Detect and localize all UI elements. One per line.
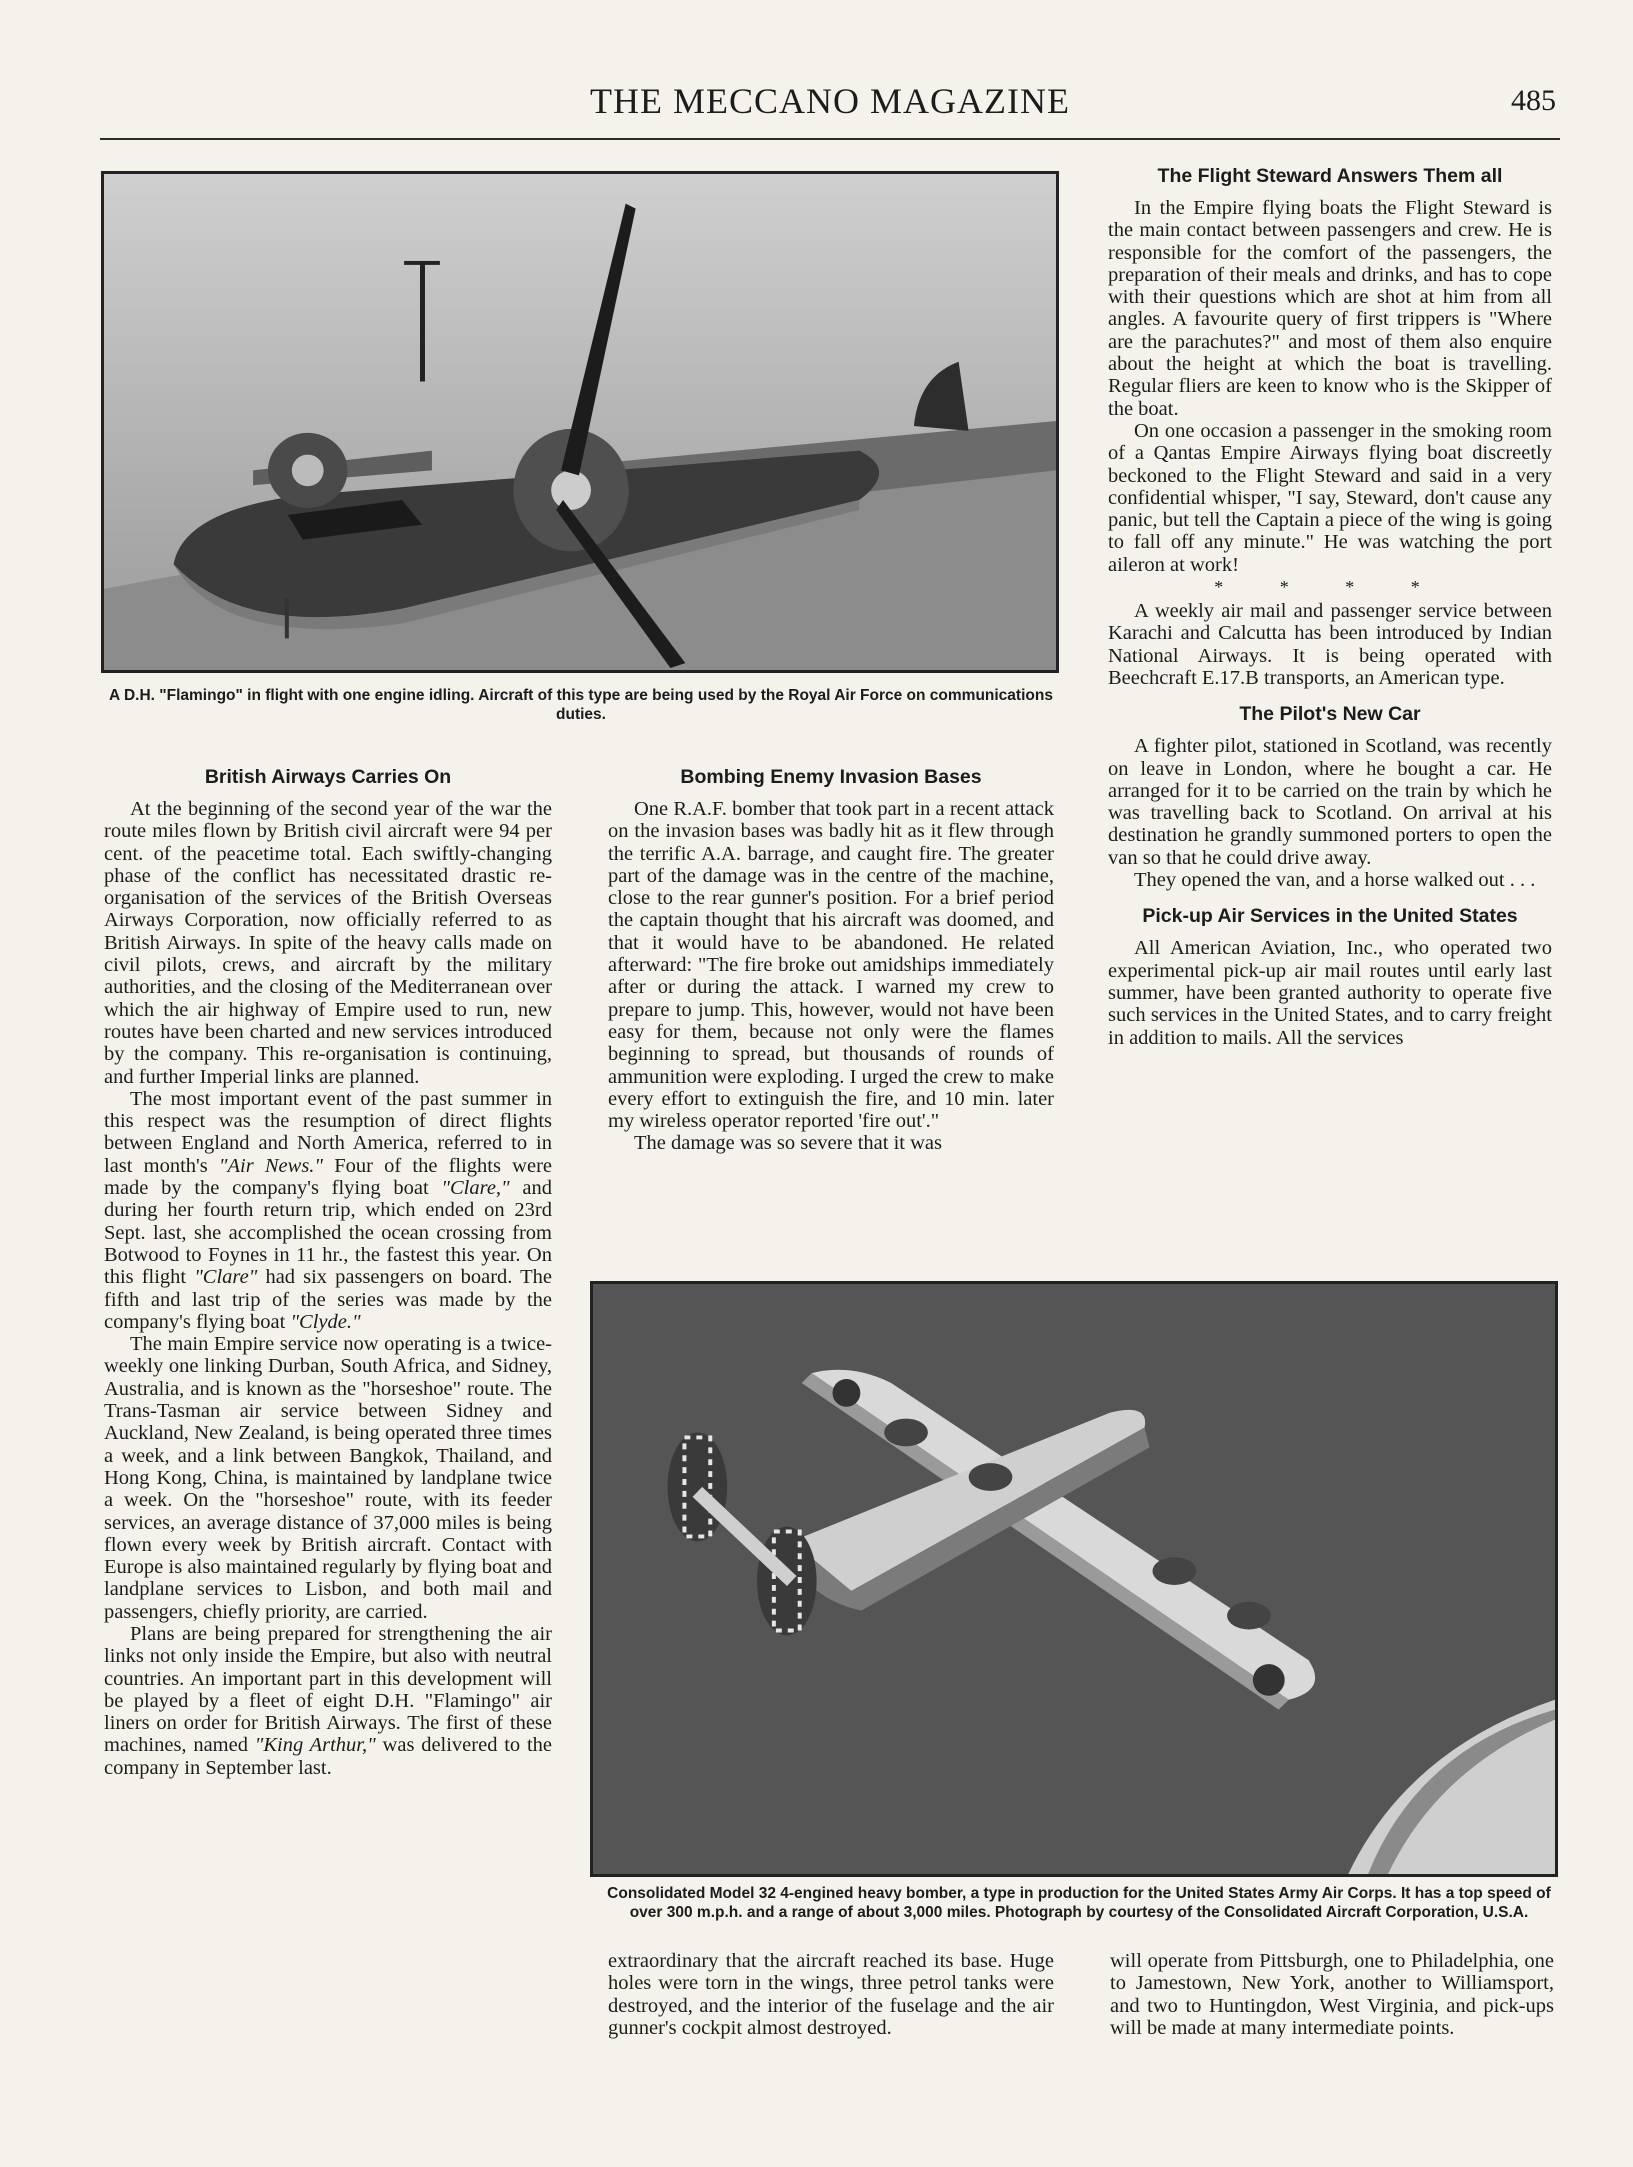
- figure-caption-consolidated: Consolidated Model 32 4-engined heavy bomber, a type in production for the United States Army Air Corps. It has a top speed of over 300 m.p.h. and a range of about 3,000 miles. Photograph by courtesy of the Consolidated Aircraft Corporation, U.S.A.: [607, 1885, 1551, 1921]
- article-bombing-invasion-bases: [608, 766, 1054, 1155]
- paragraph: Plans are being prepared for strengthening the air links not only inside the Empire, but also with neutral countries. An important part in this development will be played by a fleet of eight D.H. "Flamingo" air liners on order for British Airways. The first of these machines, named "King Arthur," was delivered to the company in September last.: [104, 1622, 552, 1779]
- heading-flight-steward: The Flight Steward Answers Them all: [1157, 165, 1503, 187]
- paragraph: At the beginning of the second year of the war the route miles flown by British civil aircraft were 94 per cent. of the peacetime total. Each swiftly-changing phase of the conflict has necessitated drastic re-organisation of the services of the British Overseas Airways Corporation, now officially referred to as British Airways. In spite of the heavy calls made on civil pilots, crews, and aircraft by the military authorities, and the closing of the Mediterranean over which the air highway of Empire used to run, new routes have been charted and new services introduced by the company. This re-organisation is continuing, and further Imperial links are planned.: [104, 798, 552, 1088]
- paragraph: will operate from Pittsburgh, one to Philadelphia, one to Jamestown, New York, another to Williamsport, and two to Huntingdon, West Virginia, and pick-ups will be made at many intermediate points.: [1110, 1950, 1554, 2039]
- paragraph: All American Aviation, Inc., who operated two experimental pick-up air mail routes until early last summer, have been granted authority to operate five such services in the United States, and to carry freight in addition to mails. All the services: [1108, 937, 1552, 1049]
- paragraph: They opened the van, and a horse walked out . . .: [1134, 869, 1536, 892]
- consolidated-bomber-photo: [590, 1281, 1558, 1877]
- article-pick-up-continued: [1110, 1950, 1554, 2039]
- article-bombing-continued: [608, 1950, 1054, 2039]
- paragraph: The damage was so severe that it was: [634, 1132, 942, 1155]
- paragraph: In the Empire flying boats the Flight Steward is the main contact between passengers and crew. He is responsible for the comfort of the passengers, the preparation of their meals and drinks, and has to cope with their questions which are shot at him from all angles. A favourite query of first trippers is "Where are the parachutes?" and most of them also enquire about the height at which the boat is travelling. Regular fliers are keen to know who is the Skipper of the boat.: [1108, 197, 1552, 420]
- heading-british-airways: British Airways Carries On: [204, 766, 452, 788]
- section-separator: * * * *: [1214, 577, 1446, 598]
- page-number: 485: [1511, 84, 1556, 117]
- article-british-airways: [104, 766, 552, 1779]
- paragraph: On one occasion a passenger in the smoking room of a Qantas Empire Airways flying boat discreetly beckoned to the Flight Steward and said in a very confidential whisper, "I say, Steward, don't cause any panic, but tell the Captain a piece of the wing is going to fall off any minute." He was watching the port aileron at work!: [1108, 419, 1552, 576]
- paragraph: The main Empire service now operating is a twice-weekly one linking Durban, South Africa, and Sidney, Australia, and is known as the "horseshoe" route. The Trans-Tasman air service between Sidney and Auckland, New Zealand, is being operated three times a week, and a link between Bangkok, Thailand, and Hong Kong, China, is maintained by landplane twice a week. On the "horseshoe" route, with its feeder services, an average distance of 37,000 miles is being flown every week by British aircraft. Contact with Europe is also maintained regularly by flying boat and landplane services to Lisbon, and both mail and passengers, chiefly priority, are carried.: [104, 1333, 552, 1623]
- paragraph: A fighter pilot, stationed in Scotland, was recently on leave in London, where he bought a car. He arranged for it to be carried on the train by which he was travelling back to Scotland. On arrival at his destination he grandly summoned porters to open the van so that he could drive away.: [1108, 735, 1552, 869]
- paragraph: extraordinary that the aircraft reached its base. Huge holes were torn in the wings, three petrol tanks were destroyed, and the interior of the fuselage and the air gunner's cockpit almost destroyed.: [608, 1950, 1054, 2039]
- paragraph: One R.A.F. bomber that took part in a recent attack on the invasion bases was badly hit as it flew through the terrific A.A. barrage, and caught fire. The greater part of the damage was in the centre of the machine, close to the rear gunner's position. For a brief period the captain thought that his aircraft was doomed, and that it would have to be abandoned. He related afterward: "The fire broke out amidships immediately after or during the attack. I warned my crew to prepare to jump. This, however, would not have been easy for them, because not only were the flames beginning to spread, but thousands of rounds of ammunition were exploding. I urged the crew to make every effort to extinguish the fire, and 10 min. later my wireless operator reported 'fire out'.": [608, 798, 1054, 1133]
- heading-bombing-invasion-bases: Bombing Enemy Invasion Bases: [680, 766, 982, 788]
- article-flight-steward: [1108, 165, 1552, 1049]
- running-head: [100, 78, 1560, 140]
- heading-pick-up-air-services: Pick-up Air Services in the United States: [1142, 905, 1518, 928]
- magazine-title: THE MECCANO MAGAZINE: [590, 81, 1070, 121]
- figure-caption-flamingo: A D.H. "Flamingo" in flight with one engine idling. Aircraft of this type are being used by the Royal Air Force on communications duties.: [109, 687, 1053, 723]
- flamingo-aircraft-photo: [101, 171, 1059, 673]
- paragraph: A weekly air mail and passenger service between Karachi and Calcutta has been introduced by Indian National Airways. It is being operated with Beechcraft E.17.B transports, an American type.: [1108, 600, 1552, 689]
- heading-pilots-new-car: The Pilot's New Car: [1239, 703, 1421, 726]
- paragraph: The most important event of the past summer in this respect was the resumption of direct flights between England and North America, referred to in last month's "Air News." Four of the flights were made by the company's flying boat "Clare," and during her fourth return trip, which ended on 23rd Sept. last, she accomplished the ocean crossing from Botwood to Foynes in 11 hr., the fastest this year. On this flight "Clare" had six passengers on board. The fifth and last trip of the series was made by the company's flying boat "Clyde.": [104, 1087, 552, 1333]
